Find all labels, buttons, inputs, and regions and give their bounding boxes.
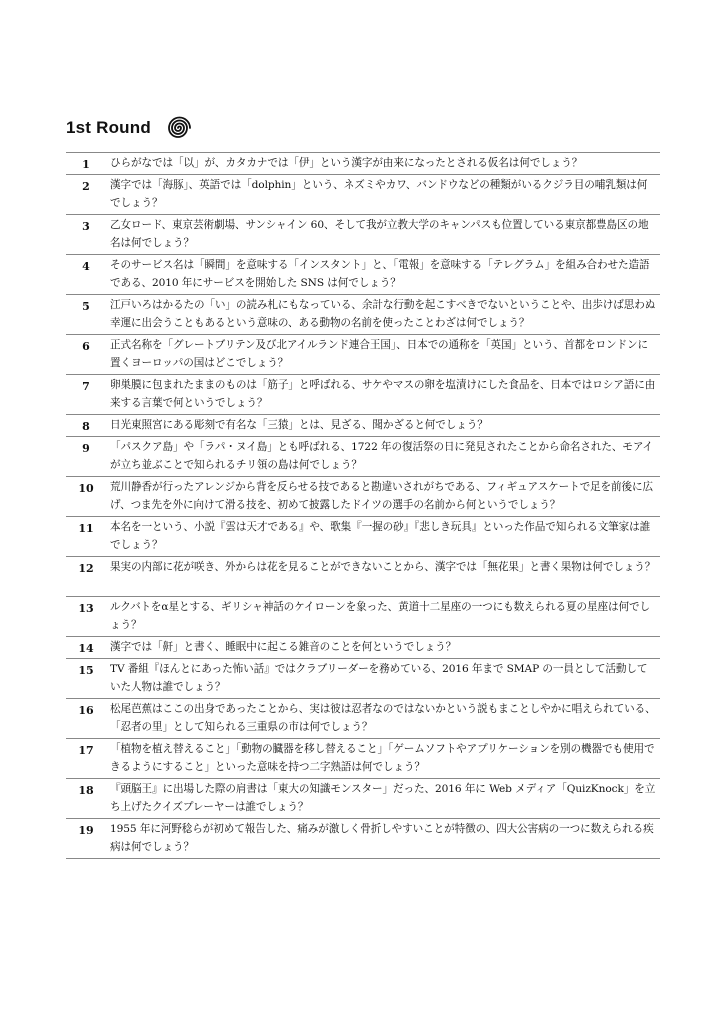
spiral-icon bbox=[165, 115, 191, 141]
question-text: 乙女ロード、東京芸術劇場、サンシャイン 60、そして我が立教大学のキャンパスも位置している東京都豊島区の地名は何でしょう？ bbox=[110, 219, 649, 249]
question-row bbox=[66, 779, 660, 819]
question-text: 卵巣膜に包まれたままのものは「筋子」と呼ばれる、サケやマスの卵を塩漬けにした食品を、日本ではロシア語に由来する言葉で何というでしょう？ bbox=[110, 379, 656, 409]
question-row bbox=[66, 335, 660, 375]
question-row bbox=[66, 153, 660, 175]
question-row bbox=[66, 175, 660, 215]
question-number: 17 bbox=[78, 744, 94, 757]
question-number: 2 bbox=[82, 180, 90, 193]
question-row bbox=[66, 255, 660, 295]
question-number: 16 bbox=[78, 704, 94, 717]
question-number: 6 bbox=[82, 340, 90, 353]
round-title: 1st Round bbox=[66, 118, 151, 137]
question-text: ルクバトをα星とする、ギリシャ神話のケイローンを象った、黄道十二星座の一つにも数えられる夏の星座は何でしょう？ bbox=[110, 601, 651, 631]
question-number: 7 bbox=[82, 380, 90, 393]
question-number: 9 bbox=[82, 442, 90, 455]
question-text: 果実の内部に花が咲き、外からは花を見ることができないことから、漢字では「無花果」と書く果物は何でしょう？ bbox=[110, 561, 656, 573]
question-number: 11 bbox=[78, 522, 94, 535]
question-number: 10 bbox=[78, 482, 94, 495]
question-text: 正式名称を「グレートブリテン及び北アイルランド連合王国」、日本での通称を「英国」という、首都をロンドンに置くヨーロッパの国はどこでしょう？ bbox=[110, 339, 648, 369]
question-number: 12 bbox=[78, 562, 94, 575]
question-text: 漢字では「海豚」、英語では「dolphin」という、ネズミやカワ、バンドウなどの種類がいるクジラ目の哺乳類は何でしょう？ bbox=[110, 179, 648, 209]
question-row bbox=[66, 295, 660, 335]
question-row bbox=[66, 477, 660, 517]
question-number: 18 bbox=[78, 784, 94, 797]
question-number: 15 bbox=[78, 664, 94, 677]
question-number: 19 bbox=[78, 824, 94, 837]
question-row bbox=[66, 699, 660, 739]
question-text: ひらがなでは「以」が、カタカナでは「伊」という漢字が由来になったとされる仮名は何でしょう？ bbox=[110, 157, 583, 169]
question-text: 『頭脳王』に出場した際の肩書は「東大の知識モンスター」だった、2016 年に Web メディア「QuizKnock」を立ち上げたクイズプレーヤーは誰でしょう？ bbox=[110, 783, 656, 813]
question-row bbox=[66, 637, 660, 659]
question-number: 1 bbox=[82, 158, 90, 171]
question-number: 5 bbox=[82, 300, 90, 313]
question-text: 松尾芭蕉はここの出身であったことから、実は彼は忍者なのではないかという説もまことしやかに唱えられている、「忍者の里」として知られる三重県の市は何でしょう？ bbox=[110, 703, 656, 733]
question-row bbox=[66, 597, 660, 637]
question-text: 本名を一という、小説『雲は天才である』や、歌集『一握の砂』『悲しき玩具』といった作品で知られる文筆家は誰でしょう？ bbox=[110, 521, 651, 551]
question-number: 4 bbox=[82, 260, 90, 273]
question-number: 3 bbox=[82, 220, 90, 233]
question-number: 8 bbox=[82, 420, 90, 433]
question-row bbox=[66, 437, 660, 477]
question-row bbox=[66, 739, 660, 779]
question-text: 「植物を植え替えること」「動物の臓器を移し替えること」「ゲームソフトやアプリケーションを別の機器でも使用できるようにすること」といった意味を持つ二字熟語は何でしょう？ bbox=[110, 743, 655, 773]
question-row bbox=[66, 557, 660, 597]
question-number: 14 bbox=[78, 642, 94, 655]
question-row bbox=[66, 375, 660, 415]
round-heading bbox=[66, 108, 191, 148]
question-text: TV 番組『ほんとにあった怖い話』ではクラブリーダーを務めている、2016 年まで SMAP の一員として活動していた人物は誰でしょう？ bbox=[110, 663, 648, 693]
question-text: 荒川静香が行ったアレンジから背を反らせる技であると勘違いされがちである、フィギュアスケートで足を前後に広げ、つま先を外に向けて滑る技を、初めて披露したドイツの選手の名前から何というでしょう？ bbox=[110, 481, 654, 511]
question-table bbox=[66, 152, 660, 859]
question-text: 漢字では「鼾」と書く、睡眠中に起こる雑音のことを何というでしょう？ bbox=[110, 641, 457, 653]
question-text: 日光東照宮にある彫刻で有名な「三猿」とは、見ざる、聞かざると何でしょう？ bbox=[110, 419, 488, 431]
question-text: 「パスクア島」や「ラパ・ヌイ島」とも呼ばれる、1722 年の復活祭の日に発見されたことから命名された、モアイが立ち並ぶことで知られるチリ領の島は何でしょう？ bbox=[110, 441, 653, 471]
question-text: 1955 年に河野稔らが初めて報告した、痛みが激しく骨折しやすいことが特徴の、四大公害病の一つに数えられる疾病は何でしょう？ bbox=[110, 823, 654, 853]
question-text: そのサービス名は「瞬間」を意味する「インスタント」と、「電報」を意味する「テレグラム」を組み合わせた造語である、2010 年にサービスを開始した SNS は何でしょう？ bbox=[110, 259, 650, 289]
question-row bbox=[66, 819, 660, 859]
question-text: 江戸いろはかるたの「い」の読み札にもなっている、余計な行動を起こすべきでないということや、出歩けば思わぬ幸運に出会うこともあるという意味の、ある動物の名前を使ったことわざは何でしょう？ bbox=[110, 299, 656, 329]
question-row bbox=[66, 517, 660, 557]
question-row bbox=[66, 215, 660, 255]
question-row bbox=[66, 415, 660, 437]
question-row bbox=[66, 659, 660, 699]
question-number: 13 bbox=[78, 602, 94, 615]
